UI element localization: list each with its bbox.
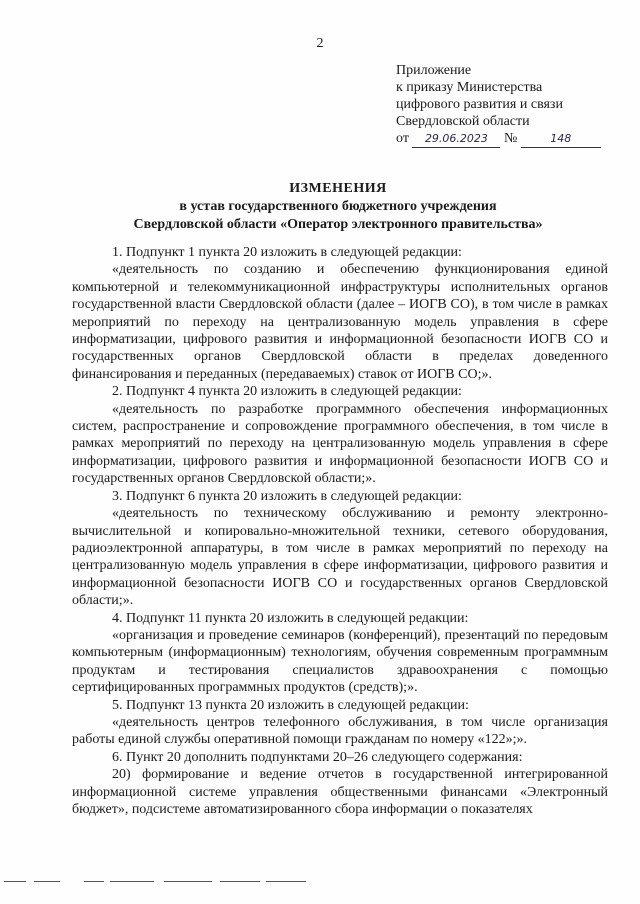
paragraph: «организация и проведение семинаров (конференций), презентаций по передовым компьютерным (информационным) технологиям, обучения современным программным продуктам и тестирования специалистов здравоохранения с помощью сертифицированных программных продуктов (средств);». [72, 627, 608, 696]
appendix-line-1: Приложение [396, 63, 472, 78]
appendix-line-4: Свердловской области [396, 114, 530, 129]
document-body [72, 244, 608, 818]
date-prefix: от [396, 131, 409, 146]
handwritten-date: 29.06.2023 [412, 130, 500, 148]
handwritten-number: 148 [521, 130, 601, 148]
title-line-3: Свердловской области «Оператор электронного правительства» [133, 217, 543, 232]
page-number: 2 [316, 36, 324, 51]
paragraph: 2. Подпункт 4 пункта 20 изложить в следующей редакции: [112, 384, 462, 400]
paragraph: 6. Пункт 20 дополнить подпунктами 20–26 следующего содержания: [112, 749, 523, 765]
document-title [60, 180, 616, 234]
paragraph: «деятельность по разработке программного обеспечения информационных систем, распространение и сопровождение программного обеспечения, в том числе в рамках мероприятий по переходу на централизованную модель управления в сфере информатизации, цифрового развития и информационной безопасности ИОГВ СО и государственных органов Свердловской области;». [72, 401, 608, 487]
appendix-date-line [396, 130, 601, 148]
paragraph: «деятельность по техническому обслуживанию и ремонту электронно-вычислительной и копировально-множительной техники, сетевого оборудования, радиоэлектронной аппаратуры, в том числе в рамках мероприятий по переходу на централизованную модель управления в сфере информатизации, цифрового развития и информационной безопасности ИОГВ СО и государственных органов Свердловской области;». [72, 506, 608, 609]
paragraph: 1. Подпункт 1 пункта 20 изложить в следующей редакции: [112, 245, 462, 260]
appendix-line-2: к приказу Министерства [396, 80, 543, 95]
paragraph: 4. Подпункт 11 пункта 20 изложить в следующей редакции: [112, 610, 469, 626]
scan-artifact-dashes [4, 881, 324, 885]
title-line-2: в устав государственного бюджетного учреждения [179, 199, 497, 214]
paragraph: 5. Подпункт 13 пункта 20 изложить в следующей редакции: [112, 697, 469, 713]
paragraph: «деятельность центров телефонного обслуживания, в том числе организация работы единой службы оперативной помощи гражданам по номеру «122»;». [72, 714, 608, 748]
number-prefix: № [503, 131, 518, 146]
appendix-block [396, 62, 601, 148]
paragraph: «деятельность по созданию и обеспечению функционирования единой компьютерной и телекоммуникационной инфраструктуры исполнительных органов государственной власти Свердловской области (далее – ИОГВ СО), в том числе в рамках мероприятий по переходу на централизованную модель управления в сфере информатизации, цифрового развития и информационной безопасности ИОГВ СО и государственных органов Свердловской области в пределах доведенного финансирования и переданных (передаваемых) ставок от ИОГВ СО;». [72, 262, 608, 382]
paragraph: 3. Подпункт 6 пункта 20 изложить в следующей редакции: [112, 488, 462, 504]
appendix-line-3: цифрового развития и связи [396, 97, 563, 112]
paragraph: 20) формирование и ведение отчетов в государственной интегрированной информационной системе управления общественными финансами «Электронный бюджет», подсистеме автоматизированного сбора информации о показателях [72, 767, 608, 817]
title-line-1: ИЗМЕНЕНИЯ [289, 181, 387, 196]
